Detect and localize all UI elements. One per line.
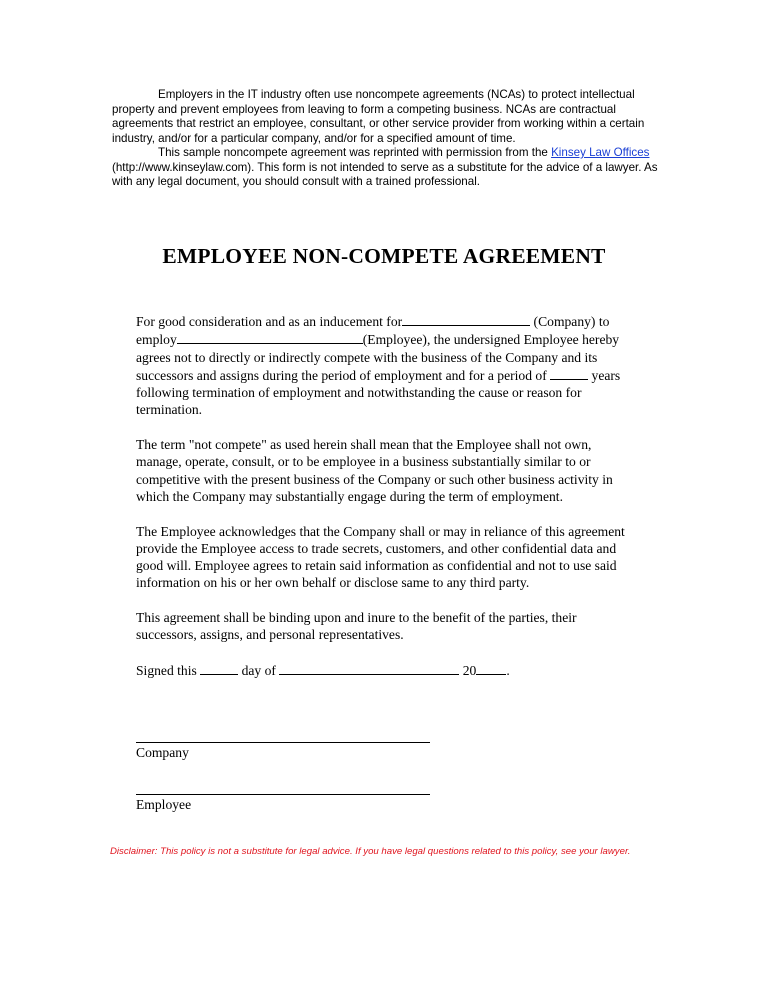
document-title: EMPLOYEE NON-COMPETE AGREEMENT [162, 244, 606, 268]
agreement-paragraph-binding: This agreement shall be binding upon and inure to the benefit of the parties, their successors, assigns, and personal representatives. [136, 610, 577, 643]
company-signature-label: Company [136, 745, 189, 760]
period-text: . [506, 662, 510, 678]
employee-signature-line[interactable] [136, 794, 430, 795]
agreement-paragraph-consideration [136, 312, 636, 419]
intro-permission-text: This sample noncompete agreement was reprinted with permission from the [158, 146, 552, 159]
agreement-body [136, 312, 636, 697]
signed-date-line [136, 661, 636, 679]
termination-text: years following termination of employment and notwithstanding the cause or reason for termination. [136, 367, 621, 418]
intro-paragraph-ncas: Employers in the IT industry often use noncompete agreements (NCAs) to protect intellectual property and prevent employees from leaving to form a competing business. NCAs are contractual agreements that restrict an employee, consultant, or other service provider from working within a certain industry, and/or for a particular company, and/or for a specified amount of time. [112, 88, 645, 145]
employee-signature-label: Employee [136, 797, 192, 812]
intro-paragraph-permission [112, 146, 664, 190]
year-prefix-text: 20 [459, 662, 477, 678]
day-of-text: day of [238, 662, 280, 678]
company-name-blank[interactable] [402, 312, 530, 326]
employee-agreement-text: (Employee), the undersigned Employee hereby agrees not to directly or indirectly compete with the business of the Company and its successors and assigns during the period of employment and for a period of [136, 332, 620, 383]
agreement-paragraph-not-compete: The term "not compete" as used herein shall mean that the Employee shall not own, manage, operate, consult, or to be employee in a business substantially similar to or competitive with the present business of the Company or such other business activity in which the Company may substantially engage during the term of employment. [136, 437, 613, 504]
company-employ-text: (Company) to employ [136, 314, 610, 348]
years-blank[interactable] [550, 366, 588, 380]
intro-section [112, 88, 664, 190]
signed-this-text: Signed this [136, 662, 201, 678]
consideration-text: For good consideration and as an inducement for [136, 314, 403, 329]
signed-day-blank[interactable] [200, 661, 238, 675]
company-signature-line[interactable] [136, 742, 430, 743]
signed-month-blank[interactable] [279, 661, 459, 675]
signed-year-blank[interactable] [476, 661, 506, 675]
kinsey-law-link[interactable]: Kinsey Law Offices [551, 146, 650, 159]
agreement-paragraph-acknowledgement: The Employee acknowledges that the Company shall or may in reliance of this agreement provide the Employee access to trade secrets, customers, and other confidential data and good will. Employee agrees to retain said information as confidential and not to use said information on his or her own behalf or disclose same to any third party. [136, 523, 625, 591]
employee-name-blank[interactable] [177, 330, 363, 344]
legal-disclaimer: Disclaimer: This policy is not a substitute for legal advice. If you have legal questions related to this policy, see your lawyer. [110, 846, 631, 857]
intro-permission-text-end: (http://www.kinseylaw.com). This form is not intended to serve as a substitute for the advice of a lawyer. As with any legal document, you should consult with a trained professional. [112, 160, 658, 188]
